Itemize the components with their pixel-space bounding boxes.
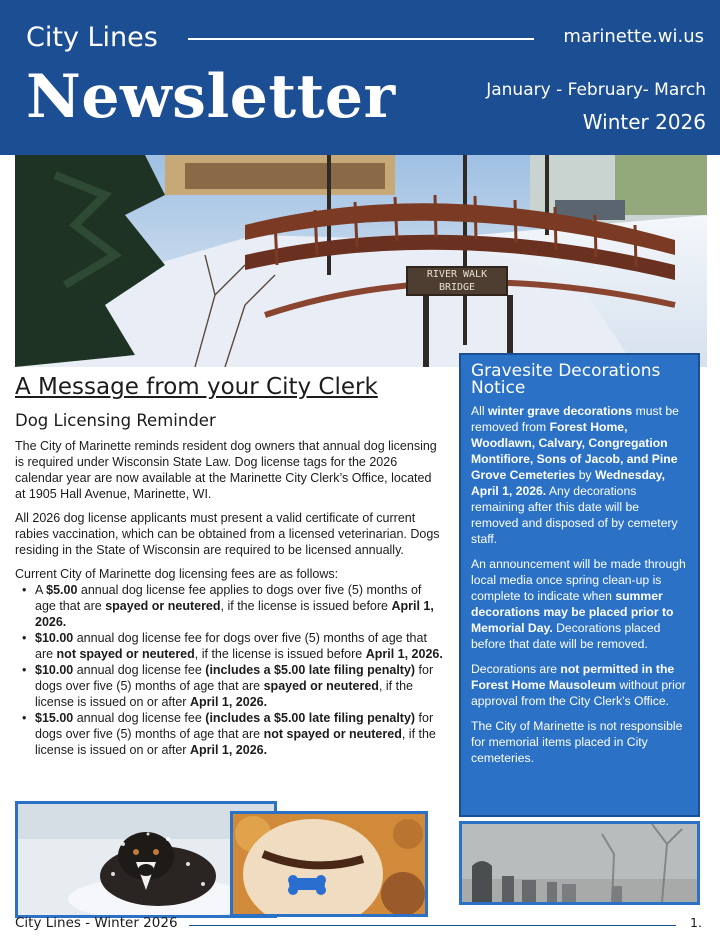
website-link[interactable]: marinette.wi.us	[563, 26, 704, 47]
gravesite-notice-box	[459, 353, 700, 817]
footer-label: City Lines - Winter 2026	[15, 915, 178, 931]
hero-photo-river-walk-bridge	[15, 155, 707, 367]
river-walk-bridge-sign	[406, 266, 508, 296]
sidebar-body	[471, 403, 686, 766]
sidebar-title: Gravesite Decorations Notice	[471, 361, 661, 398]
page-number: 1.	[690, 915, 702, 930]
issue-season: Winter 2026	[582, 110, 706, 134]
photo-dog-collar-tag	[230, 811, 428, 917]
article-subhead: Dog Licensing Reminder	[15, 411, 216, 430]
photo-foggy-cemetery	[459, 821, 700, 905]
sidebar-paragraph-2: An announcement will be made through local media once spring clean-up is complete to indicate when summer decorations may be placed prior to Memorial Day. Decorations placed before that date will be removed.	[471, 557, 686, 651]
fee-item-1: • A $5.00 annual dog license fee applies to dogs over five (5) months of age that are spayed or neutered, if the license is issued before April 1, 2026.	[15, 582, 445, 630]
footer-divider	[189, 925, 676, 926]
sign-line-1: RIVER WALK	[426, 269, 488, 280]
fee-item-2: • $10.00 annual dog license fee for dogs over five (5) months of age that are not spayed or neutered, if the license is issued before April 1, 2026.	[15, 630, 445, 662]
newsletter-header	[0, 0, 720, 155]
sidebar-paragraph-4: The City of Marinette is not responsible for memorial items placed in City cemeteries.	[471, 719, 683, 765]
dog-collar-illustration	[233, 814, 425, 914]
article-paragraph-2: All 2026 dog license applicants must present a valid certificate of current rabies vaccination, which can be obtained from a licensed veterinarian. Dogs residing in the State of Wisconsin are required to be licensed annually.	[15, 511, 440, 557]
fee-item-4: • $15.00 annual dog license fee (includes a $5.00 late filing penalty) for dogs over five (5) months of age that are not spayed or neutered, if the license is issued on or after April 1, 2026.	[15, 710, 445, 758]
article-paragraph-1: The City of Marinette reminds resident dog owners that annual dog licensing is required under Wisconsin State Law. Dog license tags for the 2026 calendar year are now available at the Marinette City Clerk’s Office, located at 1905 Hall Avenue, Marinette, WI.	[15, 439, 437, 501]
masthead-title: Newsletter	[26, 62, 396, 132]
sidebar-paragraph-1: All winter grave decorations must be removed from Forest Home, Woodlawn, Calvary, Congregation Montifiore, Sons of Jacob, and Pine Grove Cemeteries by Wednesday, April 1, 2026. Any decorations remaining after this date will be removed and disposed of by cemetery staff.	[471, 404, 679, 546]
fee-item-3: • $10.00 annual dog license fee (includes a $5.00 late filing penalty) for dogs over five (5) months of age that are spayed or neutered, if the license is issued on or after April 1, 2026.	[15, 662, 445, 710]
sign-line-2: BRIDGE	[438, 282, 476, 293]
hero-illustration	[15, 155, 707, 367]
fee-list-intro: Current City of Marinette dog licensing fees are as follows:	[15, 567, 339, 581]
article-title: A Message from your City Clerk	[15, 374, 378, 400]
cemetery-illustration	[462, 824, 697, 902]
issue-months: January - February- March	[486, 80, 706, 100]
sidebar-paragraph-3: Decorations are not permitted in the Forest Home Mausoleum without prior approval from the City Clerk’s Office.	[471, 662, 686, 708]
article-body	[15, 438, 445, 758]
brand-name: City Lines	[26, 22, 158, 53]
header-divider	[188, 38, 534, 40]
fee-list	[15, 582, 445, 758]
